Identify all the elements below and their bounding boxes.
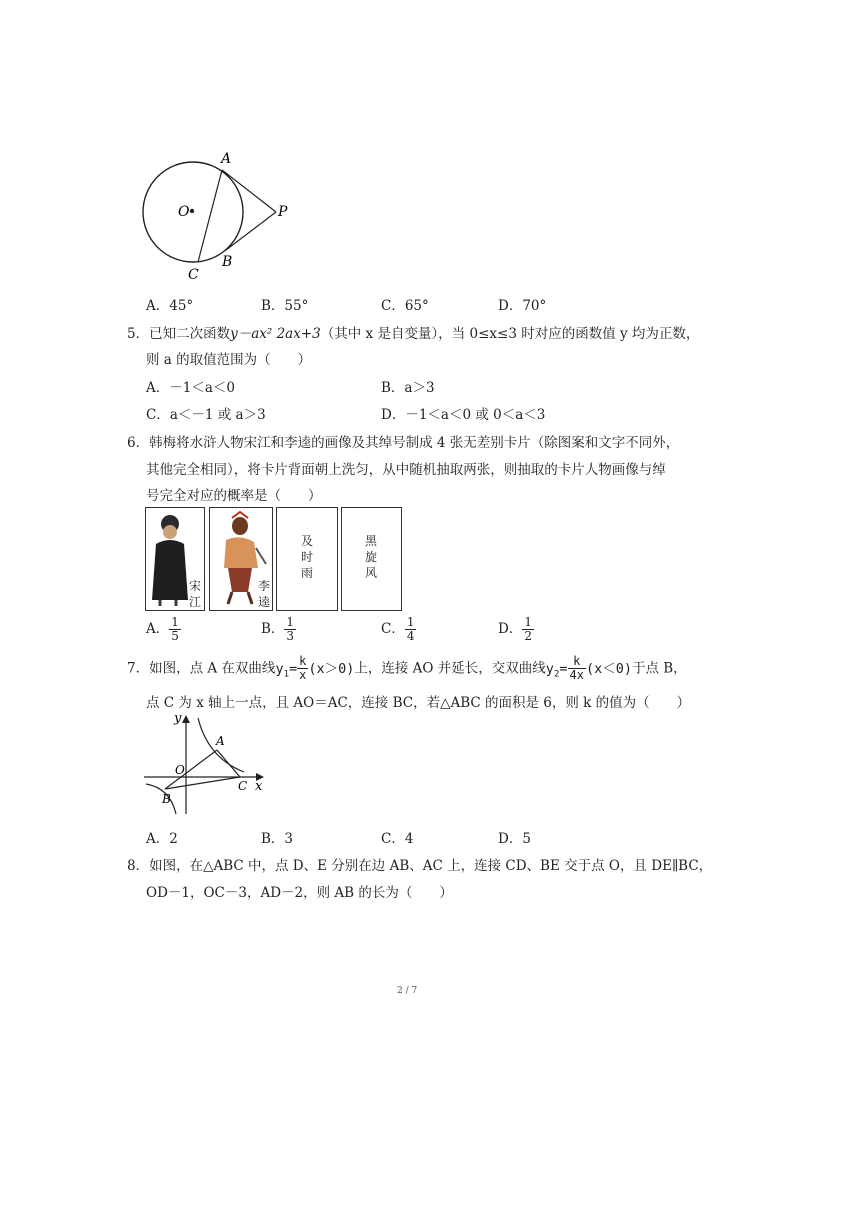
segment-ac [217, 750, 240, 777]
card-ji-shi-yu [276, 507, 338, 611]
q5-number: 5． [127, 326, 150, 342]
card-label-li-kui: 李 逵 [257, 579, 270, 609]
segment-ab [165, 750, 217, 789]
q7-option-c: C．4 [381, 831, 414, 847]
q4-option-c: C．65° [381, 298, 429, 314]
chord-ac [198, 170, 222, 262]
q6-text-1: 韩梅将水浒人物宋江和李逵的画像及其绰号制成 4 张无差别卡片（除图案和文字不同外， [149, 435, 680, 451]
tangent-pa [222, 170, 276, 212]
q7-option-d: D．5 [498, 831, 531, 847]
q6-option-a: A． $\frac{1}{5}$ [146, 615, 179, 643]
label-o: O [178, 204, 190, 220]
card-li-kui [209, 507, 273, 611]
q7-option-b: B．3 [261, 831, 294, 847]
label-a7: A [216, 734, 225, 748]
card-label-song-jiang: 宋 江 [188, 579, 201, 609]
circle-tangent-figure [135, 148, 295, 288]
label-b: B [222, 254, 233, 270]
q6-option-b: B． $\frac{1}{3}$ [261, 615, 295, 643]
q8-line1: 8．如图，在△ABC 中，点 D、E 分别在边 AB、AC 上，连接 CD、BE 交于点 O，且 DE∥BC， [127, 858, 713, 874]
card-label-ji-shi-yu: 及 时 雨 [300, 534, 313, 580]
card-hei-xuan-feng [341, 507, 402, 611]
segment-bc [165, 777, 240, 789]
tangent-pb [226, 212, 276, 250]
q7-option-a: A．2 [146, 831, 178, 847]
q6-number: 6． [127, 435, 150, 451]
q7-line2: 点 C 为 x 轴上一点，且 AO＝AC，连接 BC，若△ABC 的面积是 6，则 k 的值为（ ） [146, 695, 691, 711]
q6-line2: 其他完全相同），将卡片背面朝上洗匀，从中随机抽取两张，则抽取的卡片人物画像与绰 [146, 462, 666, 478]
label-b7: B [162, 792, 171, 806]
q5-option-c: C．a＜－1 或 a＞3 [146, 407, 266, 423]
q6-option-d: D． $\frac{1}{2}$ [498, 615, 532, 643]
q7-line1: 7．如图，点 A 在双曲线$y_1=$ $\frac{k}{x}$ (x＞0)上，连接 AO 并延长，交双曲线$y_2=$ $\frac{k}{4x}$ (x＜0)于点 B， [127, 654, 687, 682]
q4-option-d: D．70° [498, 298, 547, 314]
label-p: P [278, 204, 288, 220]
q6-line1 [127, 431, 679, 451]
card-label-hei-xuan-feng: 黑 旋 风 [364, 534, 377, 580]
q5-line1 [127, 322, 699, 342]
label-o7: O [175, 763, 185, 777]
q5-function: y－ax² 2ax+3 [230, 326, 321, 342]
label-y: y [174, 711, 182, 726]
label-x: x [255, 779, 263, 794]
q5-line2: 则 a 的取值范围为（ ） [146, 352, 312, 368]
q5-option-b: B．a＞3 [381, 380, 435, 396]
label-a: A [221, 151, 232, 167]
q5-option-a: A．－1＜a＜0 [146, 380, 235, 396]
q8-number: 8． [127, 858, 150, 874]
q6-line3: 号完全对应的概率是（ ） [146, 488, 322, 504]
q4-option-a: A．45° [146, 298, 194, 314]
hyperbola-figure [140, 710, 270, 820]
q5-text-post: （其中 x 是自变量），当 0≤x≤3 时对应的函数值 y 均为正数， [320, 326, 700, 342]
page-number: 2 / 7 [397, 986, 418, 996]
center-dot [190, 209, 194, 213]
q4-option-b: B．55° [261, 298, 309, 314]
label-c7: C [238, 779, 248, 793]
label-c: C [188, 267, 199, 283]
q5-option-d: D．－1＜a＜0 或 0＜a＜3 [381, 407, 546, 423]
y-axis-arrow [182, 715, 190, 723]
q7-number: 7． [127, 660, 150, 677]
q6-option-c: C． $\frac{1}{4}$ [381, 615, 415, 643]
q5-text-pre: 已知二次函数 [149, 326, 231, 342]
card-song-jiang [145, 507, 205, 611]
q8-line2: OD－1，OC－3，AD－2，则 AB 的长为（ ） [146, 885, 453, 901]
